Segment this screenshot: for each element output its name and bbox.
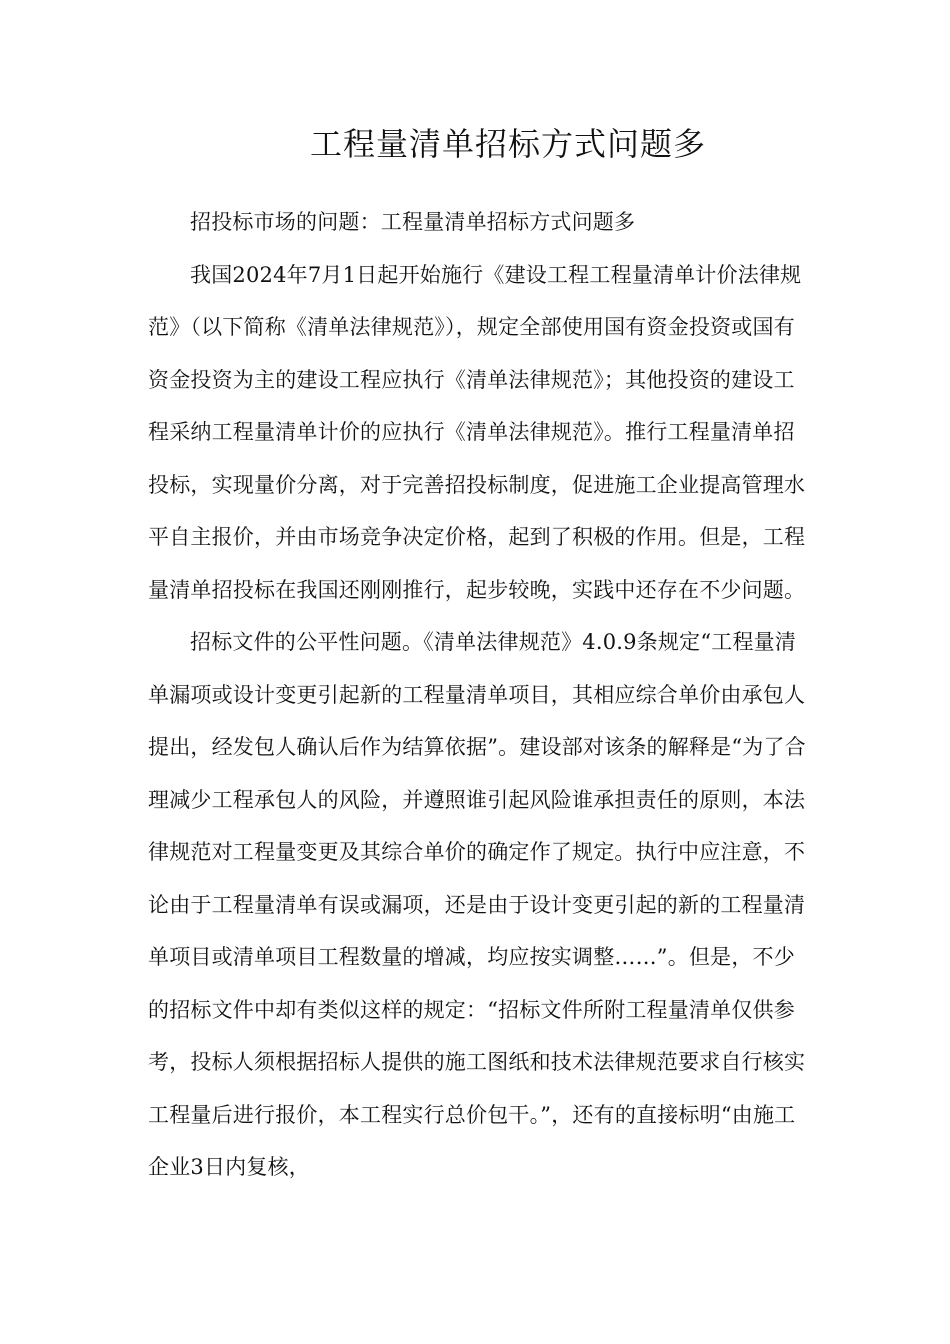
- document-body: [148, 196, 808, 1194]
- fairness-issue-paragraph: 招标文件的公平性问题。《清单法律规范》4.0.9条规定“工程量清单漏项或设计变更引起新的工程量清单项目，其相应综合单价由承包人提出，经发包人确认后作为结算依据”。建设部对该条的解释是“为了合理减少工程承包人的风险，并遵照谁引起风险谁承担责任的原则，本法律规范对工程量变更及其综合单价的确定作了规定。执行中应注意，不论由于工程量清单有误或漏项，还是由于设计变更引起的新的工程量清单项目或清单项目工程数量的增减，均应按实调整……”。但是，不少的招标文件中却有类似这样的规定：“招标文件所附工程量清单仅供参考，投标人须根据招标人提供的施工图纸和技术法律规范要求自行核实工程量后进行报价，本工程实行总价包干。”，还有的直接标明“由施工企业3日内复核，: [148, 630, 806, 1179]
- background-paragraph: 我国2024年7月1日起开始施行《建设工程工程量清单计价法律规范》（以下简称《清单法律规范》），规定全部使用国有资金投资或国有资金投资为主的建设工程应执行《清单法律规范》；其他投资的建设工程采纳工程量清单计价的应执行《清单法律规范》。推行工程量清单招投标，实现量价分离，对于完善招投标制度，促进施工企业提高管理水平自主报价，并由市场竞争决定价格，起到了积极的作用。但是，工程量清单招投标在我国还刚刚推行，起步较晚，实践中还存在不少问题。: [148, 262, 806, 602]
- intro-paragraph: 招投标市场的问题：工程量清单招标方式问题多: [190, 210, 636, 234]
- document-title: 工程量清单招标方式问题多: [309, 125, 706, 163]
